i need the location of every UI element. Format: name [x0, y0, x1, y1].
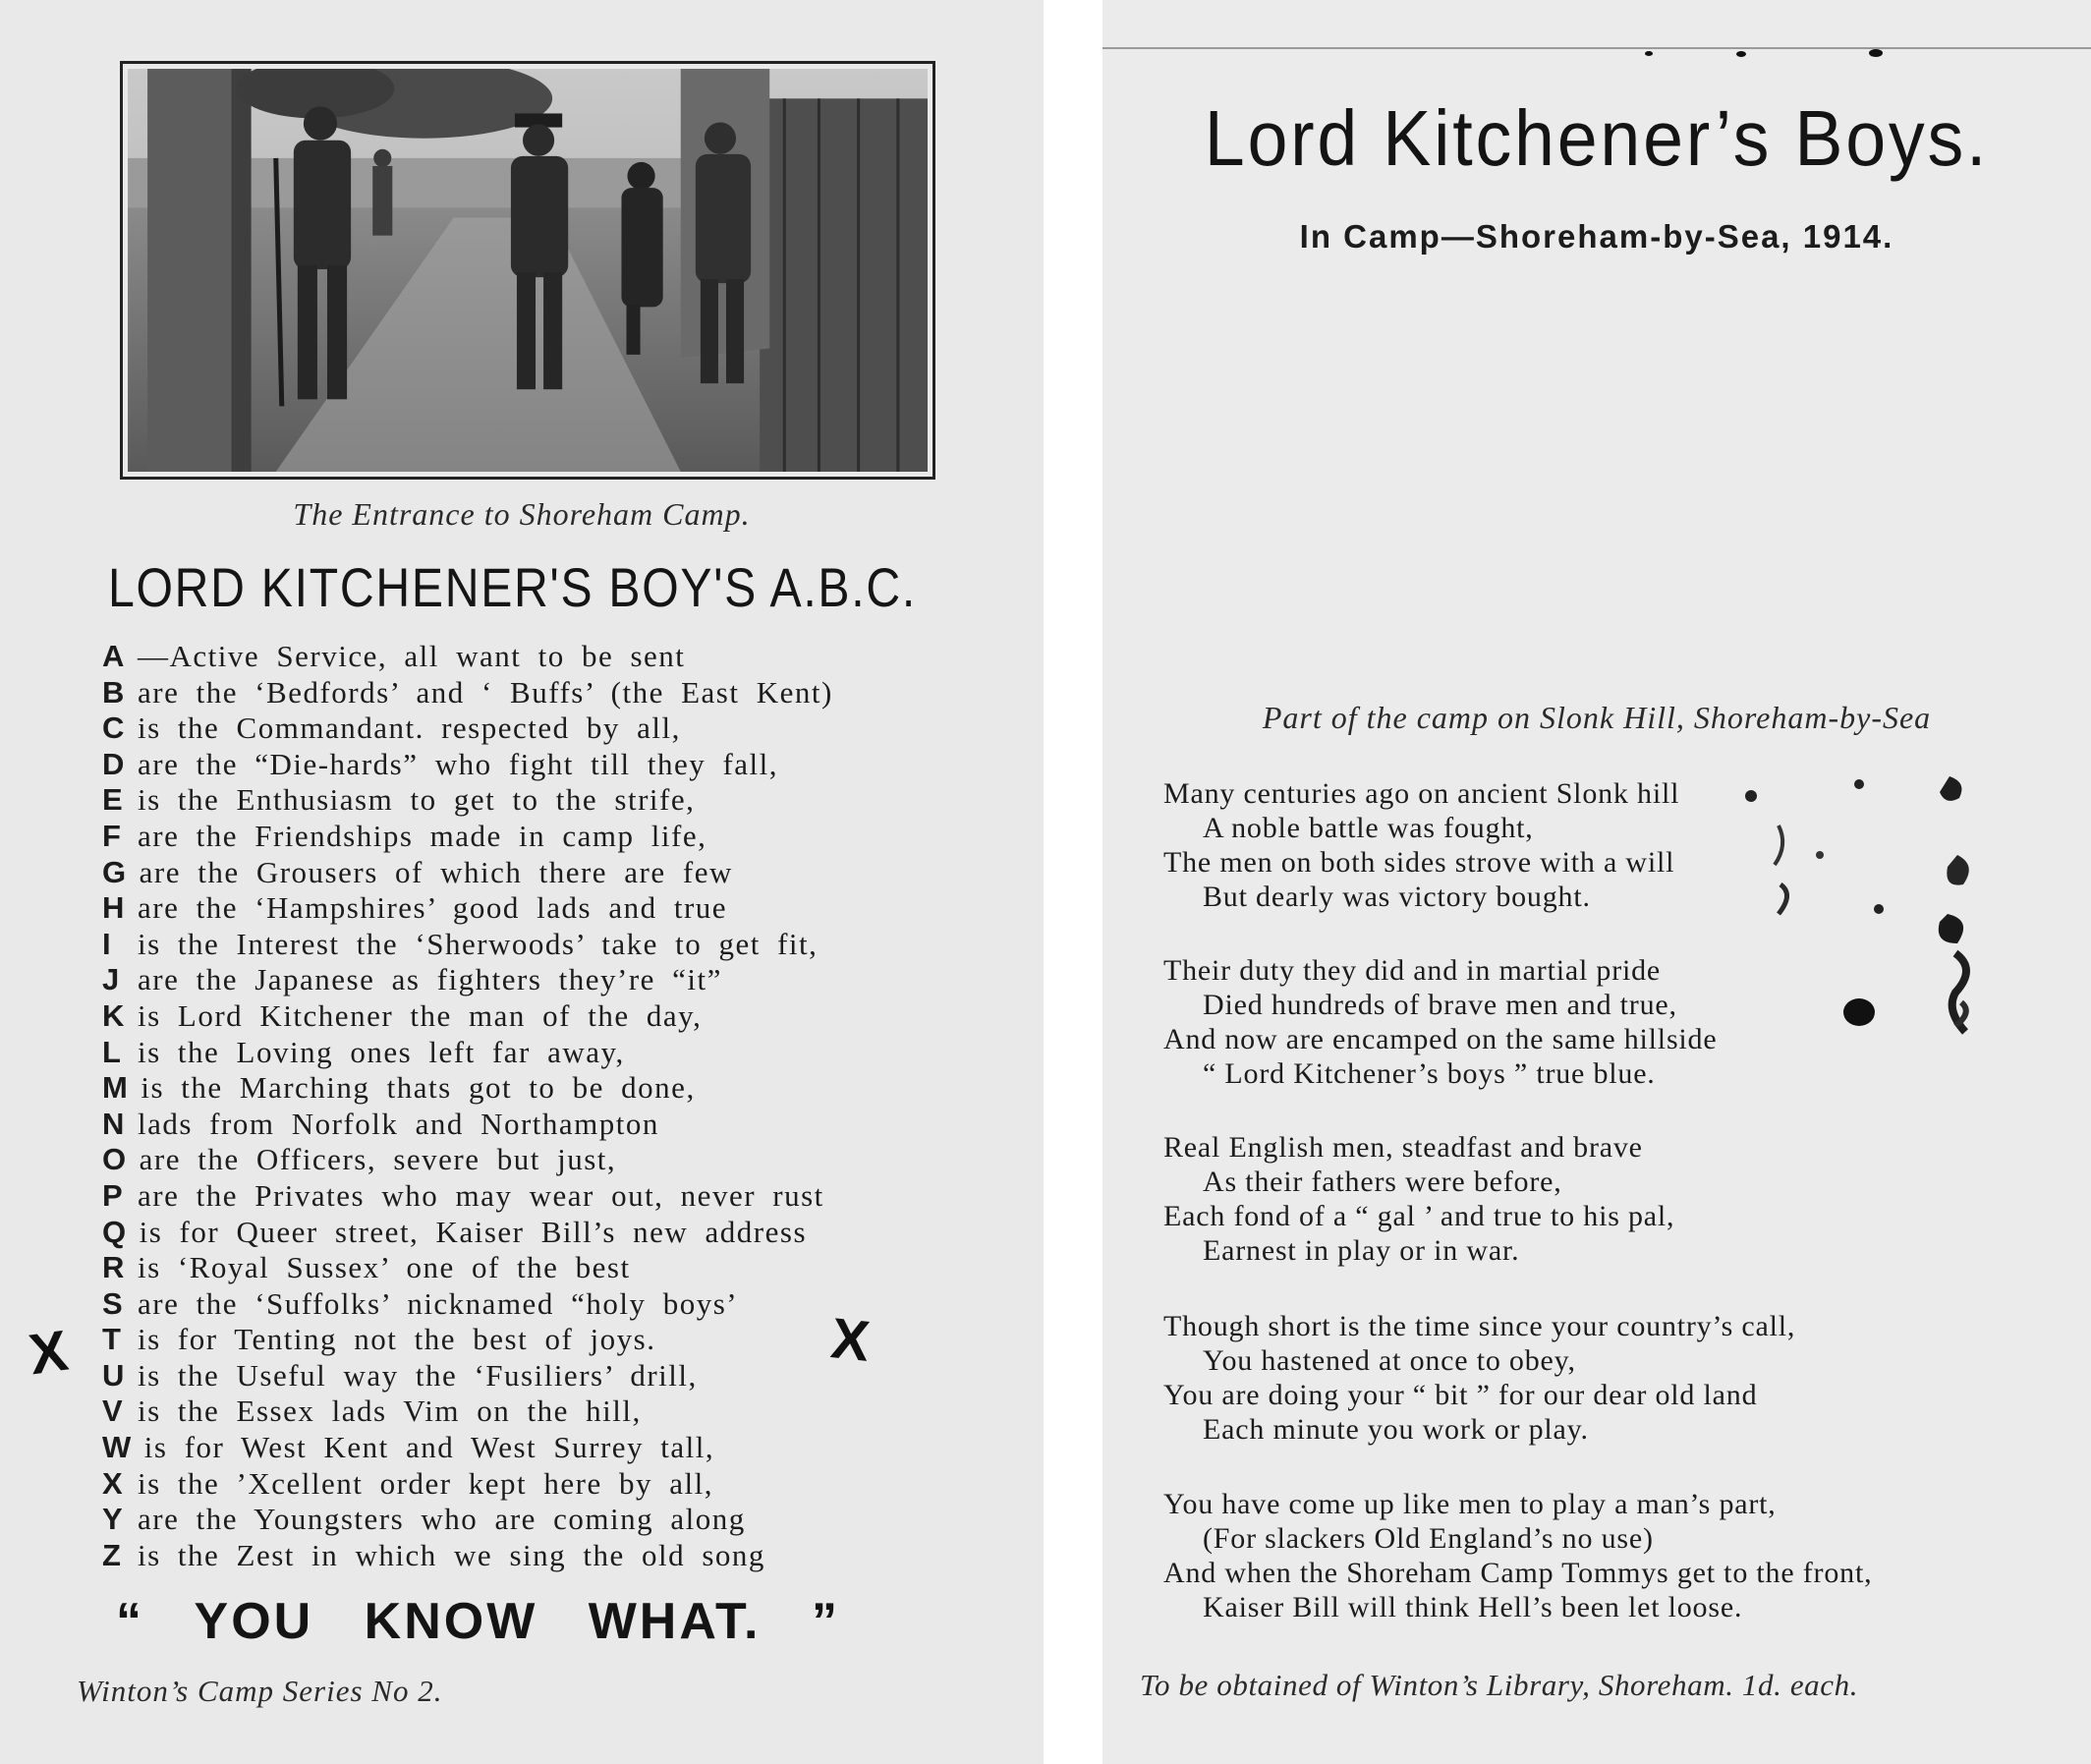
abc-line-p — [102, 1178, 1026, 1215]
handwritten-x-mark-right: X — [827, 1306, 874, 1374]
abc-line-g — [102, 855, 1026, 891]
abc-text: is Lord Kitchener the man of the day, — [138, 997, 703, 1033]
abc-line-c — [102, 711, 1026, 747]
verse-line: Earnest in play or in war. — [1203, 1234, 1520, 1267]
abc-letter: P — [102, 1177, 125, 1213]
abc-line-n — [102, 1107, 1026, 1143]
verse-line: Their duty they did and in martial pride — [1163, 954, 1662, 987]
abc-letter: M — [102, 1070, 130, 1106]
abc-letter: A — [102, 639, 126, 673]
abc-text: —Active Service, all want to be sent — [138, 639, 686, 673]
library-footer: To be obtained of Winton’s Library, Shoreham. 1d. each. — [1140, 1668, 1859, 1702]
abc-line-a — [102, 639, 1026, 675]
abc-line-b — [102, 675, 1026, 711]
abc-letter: F — [102, 818, 123, 853]
closing-line: “ YOU KNOW WHAT. ” — [116, 1593, 840, 1650]
abc-text: are the Grousers of which there are few — [139, 854, 733, 889]
abc-letter: V — [102, 1394, 125, 1429]
photo-caption: Part of the camp on Slonk Hill, Shoreham-by-Sea — [1262, 700, 1932, 735]
abc-letter: Y — [102, 1502, 125, 1537]
abc-text: are the Japanese as fighters they’re “it” — [138, 962, 722, 997]
verse-line: You are doing your “ bit ” for our dear old land — [1163, 1379, 1758, 1411]
abc-text: are the “Die-hards” who fight till they fall, — [138, 746, 779, 781]
abc-letter: S — [102, 1285, 125, 1321]
abc-line-e — [102, 782, 1026, 819]
abc-line-i — [102, 927, 1026, 963]
verse-line: Kaiser Bill will think Hell’s been let loose. — [1203, 1591, 1743, 1623]
ink-smudges — [1722, 767, 2075, 1061]
verse-line: You hastened at once to obey, — [1203, 1344, 1576, 1377]
abc-letter: I — [102, 926, 113, 961]
abc-line-l — [102, 1035, 1026, 1071]
abc-text: is the Marching thats got to be done, — [141, 1070, 696, 1106]
abc-line-j — [102, 962, 1026, 998]
abc-letter: H — [102, 890, 126, 926]
abc-text: are the ‘Suffolks’ nicknamed “holy boys’ — [138, 1285, 739, 1321]
verse-line: (For slackers Old England’s no use) — [1203, 1522, 1654, 1555]
abc-letter: Q — [102, 1214, 128, 1249]
abc-letter: L — [102, 1034, 123, 1069]
abc-list — [102, 639, 1026, 1573]
abc-letter: U — [102, 1357, 126, 1393]
abc-text: are the Officers, severe but just, — [139, 1142, 617, 1177]
abc-title: LORD KITCHENER'S BOY'S A.B.C. — [108, 556, 917, 618]
handwritten-x-mark-left: X — [25, 1318, 72, 1388]
abc-text: is the Useful way the ‘Fusiliers’ drill, — [138, 1357, 698, 1393]
poem-subtitle: In Camp—Shoreham-by-Sea, 1914. — [1299, 218, 1894, 255]
verse-line: A noble battle was fought, — [1203, 812, 1534, 844]
abc-line-s — [102, 1286, 1026, 1323]
verse-line: “ Lord Kitchener’s boys ” true blue. — [1203, 1057, 1656, 1090]
verse-line: The men on both sides strove with a will — [1163, 846, 1675, 879]
abc-letter: R — [102, 1250, 126, 1285]
camp-entrance-photo — [120, 61, 935, 480]
abc-line-h — [102, 890, 1026, 927]
verse-line: You have come up like men to play a man’s part, — [1163, 1488, 1777, 1520]
series-footer: Winton’s Camp Series No 2. — [77, 1674, 443, 1708]
abc-letter: T — [102, 1322, 123, 1357]
verse-line: Many centuries ago on ancient Slonk hill — [1163, 777, 1680, 810]
abc-line-o — [102, 1142, 1026, 1178]
abc-letter: J — [102, 962, 121, 997]
ink-speck — [1645, 51, 1653, 56]
abc-line-z — [102, 1538, 1026, 1574]
abc-text: are the Privates who may wear out, never rust — [138, 1177, 824, 1213]
abc-text: is the Enthusiasm to get to the strife, — [138, 782, 696, 818]
camp-tents-image — [1138, 329, 2032, 654]
abc-letter: O — [102, 1142, 128, 1177]
abc-text: is the Loving ones left far away, — [138, 1034, 625, 1069]
ink-speck — [1869, 49, 1883, 57]
abc-line-f — [102, 819, 1026, 855]
top-edge-rule — [1102, 47, 2091, 49]
verse-line: Each fond of a “ gal ’ and true to his pal, — [1163, 1200, 1675, 1232]
abc-letter: K — [102, 997, 126, 1033]
abc-line-x — [102, 1466, 1026, 1503]
abc-letter: E — [102, 782, 125, 818]
abc-text: is for West Kent and West Surrey tall, — [143, 1430, 715, 1465]
abc-line-y — [102, 1502, 1026, 1538]
abc-letter: W — [102, 1430, 133, 1465]
abc-text: is ‘Royal Sussex’ one of the best — [138, 1250, 631, 1285]
abc-postcard — [0, 0, 1044, 1764]
verse-line: As their fathers were before, — [1203, 1166, 1562, 1198]
abc-line-r — [102, 1250, 1026, 1286]
abc-line-q — [102, 1215, 1026, 1251]
abc-line-w — [102, 1430, 1026, 1466]
abc-text: are the ‘Hampshires’ good lads and true — [138, 890, 728, 926]
stanza-5 — [1163, 1487, 2067, 1624]
camp-tents-photo — [1138, 329, 2032, 654]
abc-text: is the Interest the ‘Sherwoods’ take to get fit, — [138, 926, 819, 961]
abc-line-k — [102, 998, 1026, 1035]
abc-text: lads from Norfolk and Northampton — [138, 1106, 659, 1141]
abc-text: is for Queer street, Kaiser Bill’s new address — [139, 1214, 808, 1249]
abc-text: are the Friendships made in camp life, — [138, 818, 707, 853]
verse-line: Though short is the time since your country’s call, — [1163, 1310, 1796, 1342]
abc-letter: N — [102, 1106, 126, 1141]
abc-letter: D — [102, 746, 126, 781]
camp-entrance-image — [128, 69, 928, 472]
abc-line-t — [102, 1322, 1026, 1358]
abc-text: are the ‘Bedfords’ and ‘ Buffs’ (the East Kent) — [138, 674, 833, 710]
abc-text: are the Youngsters who are coming along — [138, 1502, 746, 1537]
verse-line: And when the Shoreham Camp Tommys get to the front, — [1163, 1557, 1873, 1589]
verse-line: Died hundreds of brave men and true, — [1203, 989, 1677, 1021]
ink-speck — [1736, 51, 1746, 57]
abc-line-u — [102, 1358, 1026, 1394]
stanza-4 — [1163, 1309, 2067, 1447]
poem-postcard — [1102, 0, 2091, 1764]
photo-caption: The Entrance to Shoreham Camp. — [293, 496, 751, 532]
poem-title: Lord Kitchener’s Boys. — [1204, 94, 1990, 182]
abc-line-v — [102, 1394, 1026, 1430]
abc-text: is the ’Xcellent order kept here by all, — [138, 1465, 713, 1501]
abc-letter: C — [102, 711, 126, 746]
abc-letter: G — [102, 854, 128, 889]
verse-line: And now are encamped on the same hillside — [1163, 1023, 1718, 1055]
abc-letter: X — [102, 1465, 125, 1501]
verse-line: Real English men, steadfast and brave — [1163, 1131, 1643, 1164]
abc-text: is for Tenting not the best of joys. — [138, 1322, 656, 1357]
verse-line: Each minute you work or play. — [1203, 1413, 1589, 1446]
abc-line-m — [102, 1070, 1026, 1107]
abc-line-d — [102, 747, 1026, 783]
abc-text: is the Zest in which we sing the old song — [138, 1537, 765, 1572]
abc-letter: B — [102, 674, 126, 710]
abc-text: is the Commandant. respected by all, — [138, 711, 681, 746]
verse-line: But dearly was victory bought. — [1203, 881, 1591, 913]
stanza-3 — [1163, 1130, 2067, 1268]
abc-text: is the Essex lads Vim on the hill, — [138, 1394, 642, 1429]
abc-letter: Z — [102, 1537, 123, 1572]
